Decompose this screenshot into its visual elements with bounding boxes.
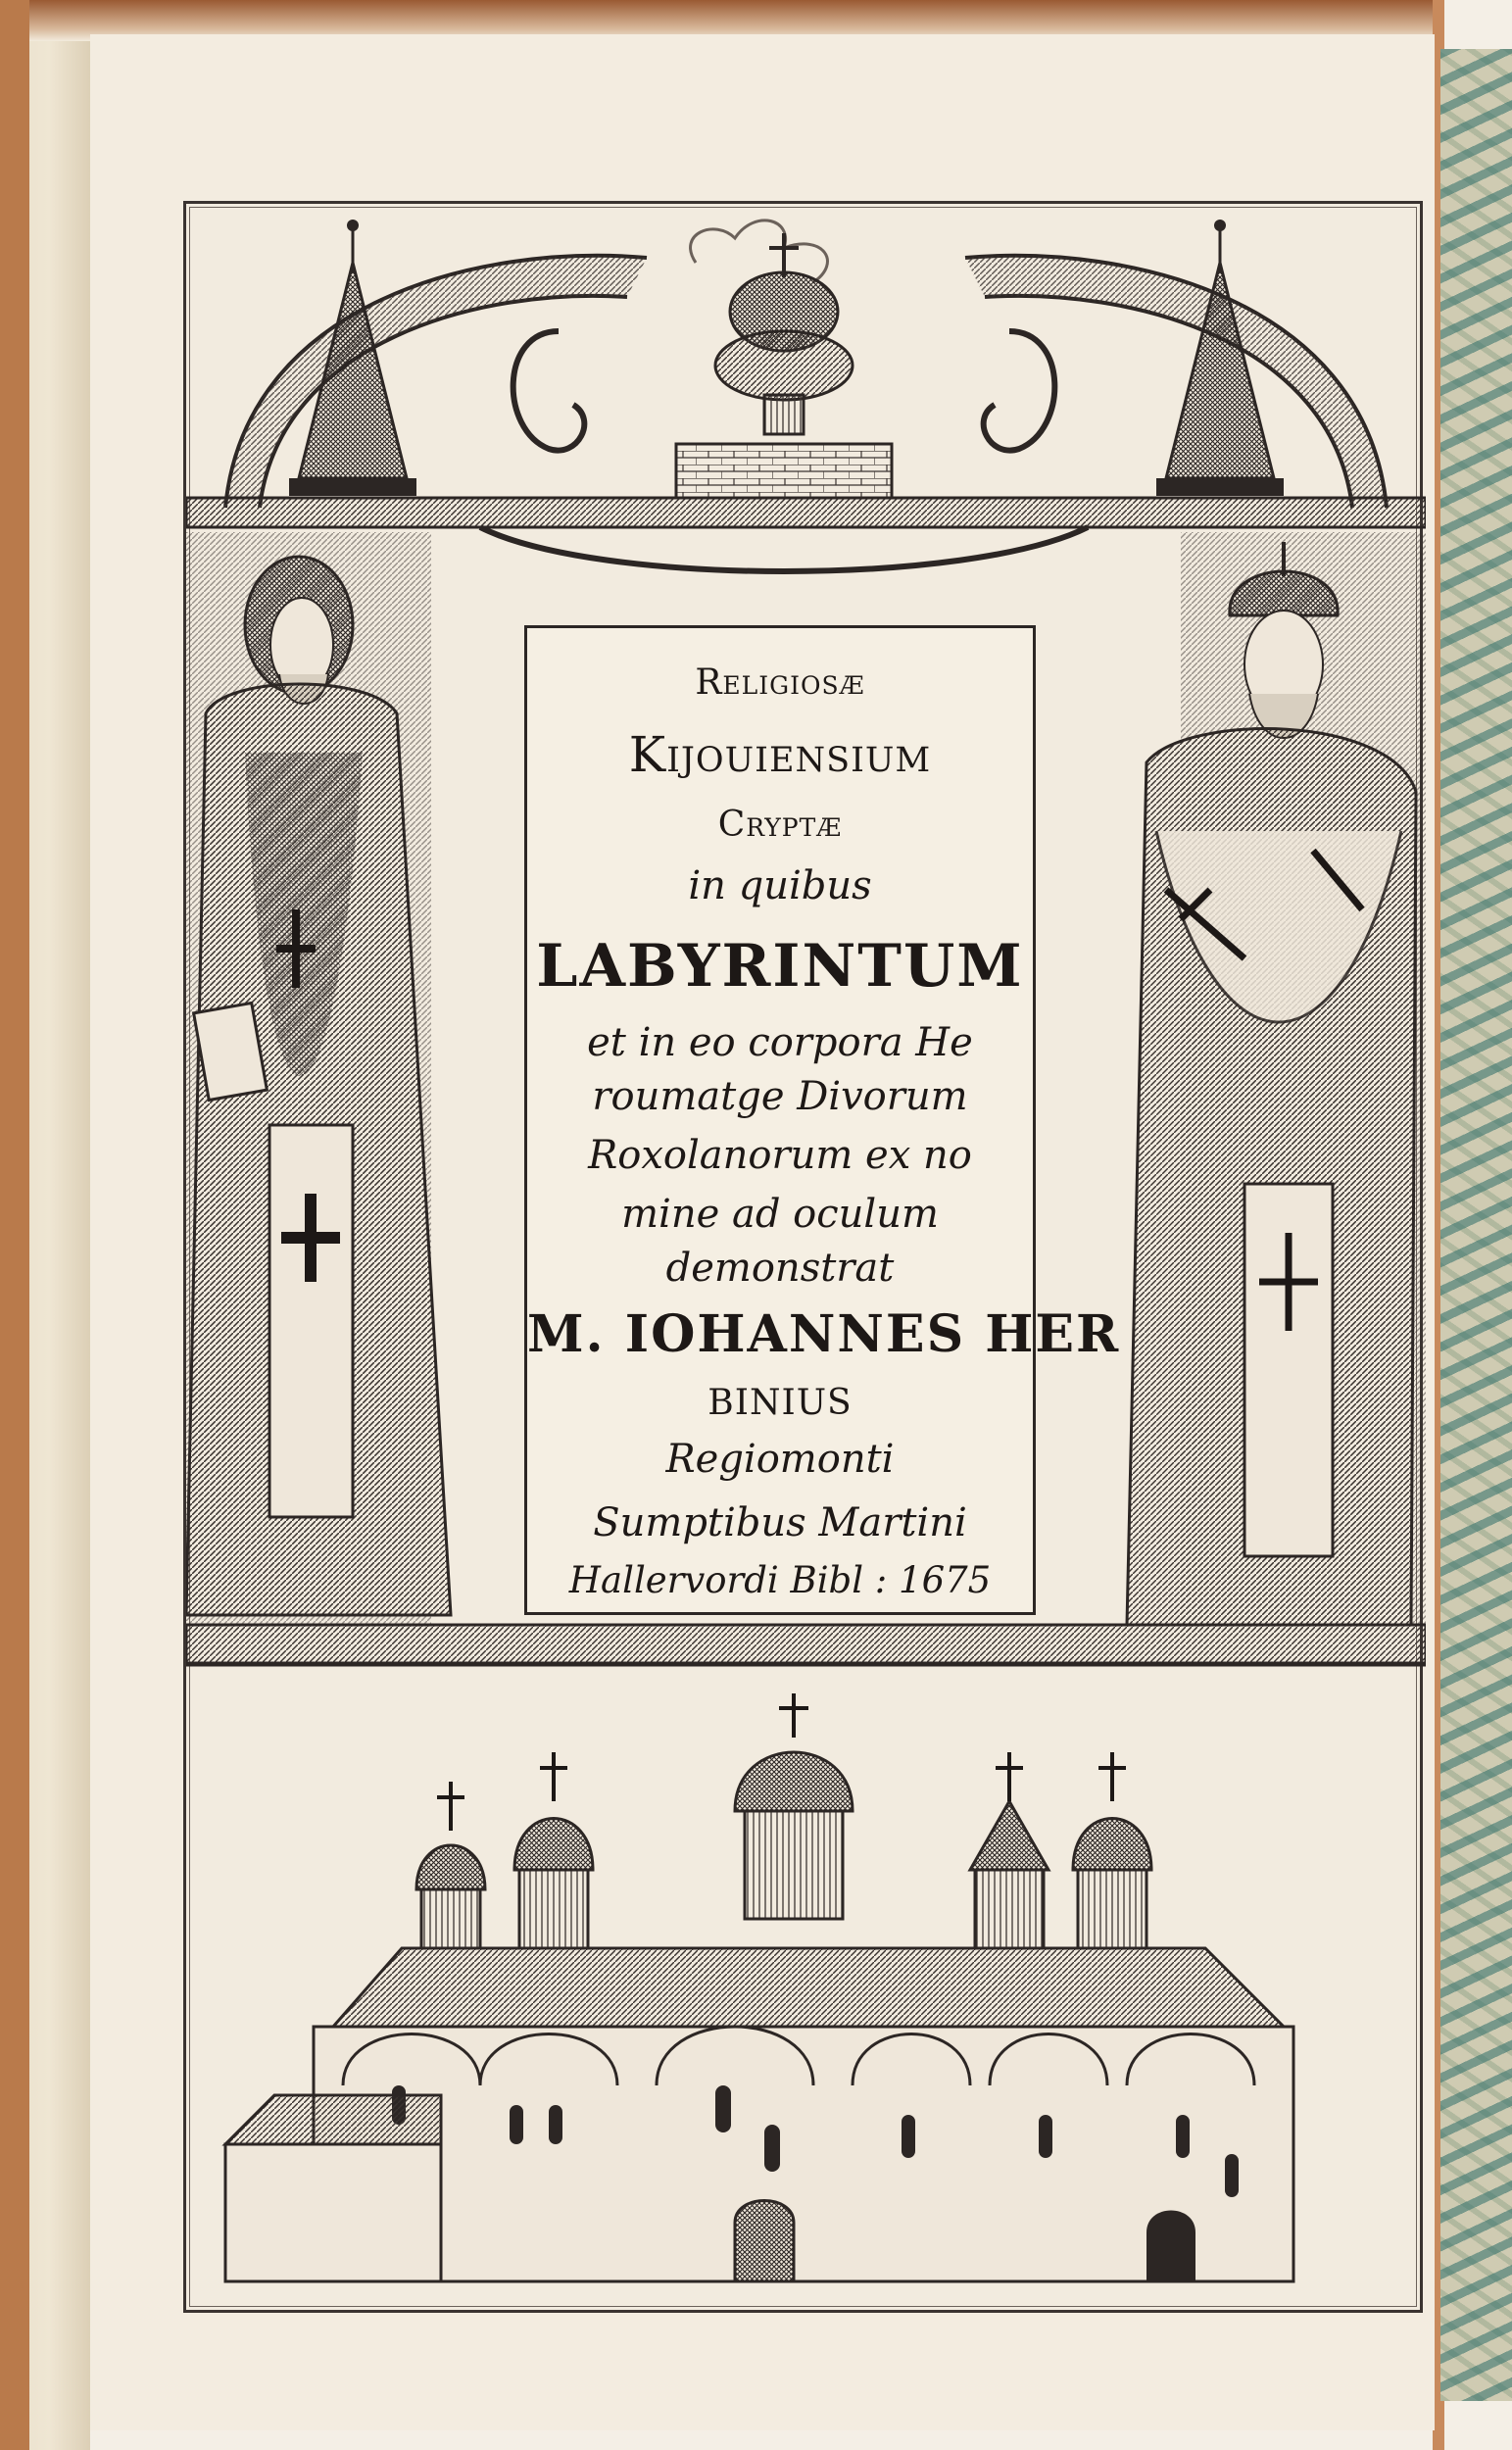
title-page-leaf [90,34,1435,2430]
imprint-place: Regiomonti [665,1437,895,1482]
title-line-oculum: mine ad oculum [621,1192,939,1237]
title-line-roxolanorum: Roxolanorum ex no [588,1133,972,1178]
title-line-labyrintum: LABYRINTUM [536,932,1024,1001]
ground-ledge [186,1625,1426,1664]
title-line-demonstrat: demonstrat [665,1246,895,1291]
book-spine-edge [0,0,29,2450]
title-line-divorum: roumatge Divorum [592,1074,968,1119]
title-line-religiosae: Religiosæ [695,662,865,703]
imprint-date: Hallervordi Bibl : 1675 [568,1559,992,1601]
cathedral-illustration [225,1693,1293,2281]
author-line-1: M. IOHANNES HER [527,1304,1121,1364]
title-line-corpora: et in eo corpora He [587,1020,973,1065]
imprint-publisher: Sumptibus Martini [593,1500,967,1545]
author-line-2: BINIUS [707,1383,853,1423]
title-line-kijouiensium: Kijouiensium [628,726,932,783]
entablature [186,498,1426,527]
engraved-plate [183,201,1423,2313]
title-line-cryptae: Cryptæ [717,805,843,845]
marbled-endpaper [1440,49,1512,2401]
title-cartouche [524,625,1121,1615]
title-line-in-quibus: in quibus [688,863,872,908]
